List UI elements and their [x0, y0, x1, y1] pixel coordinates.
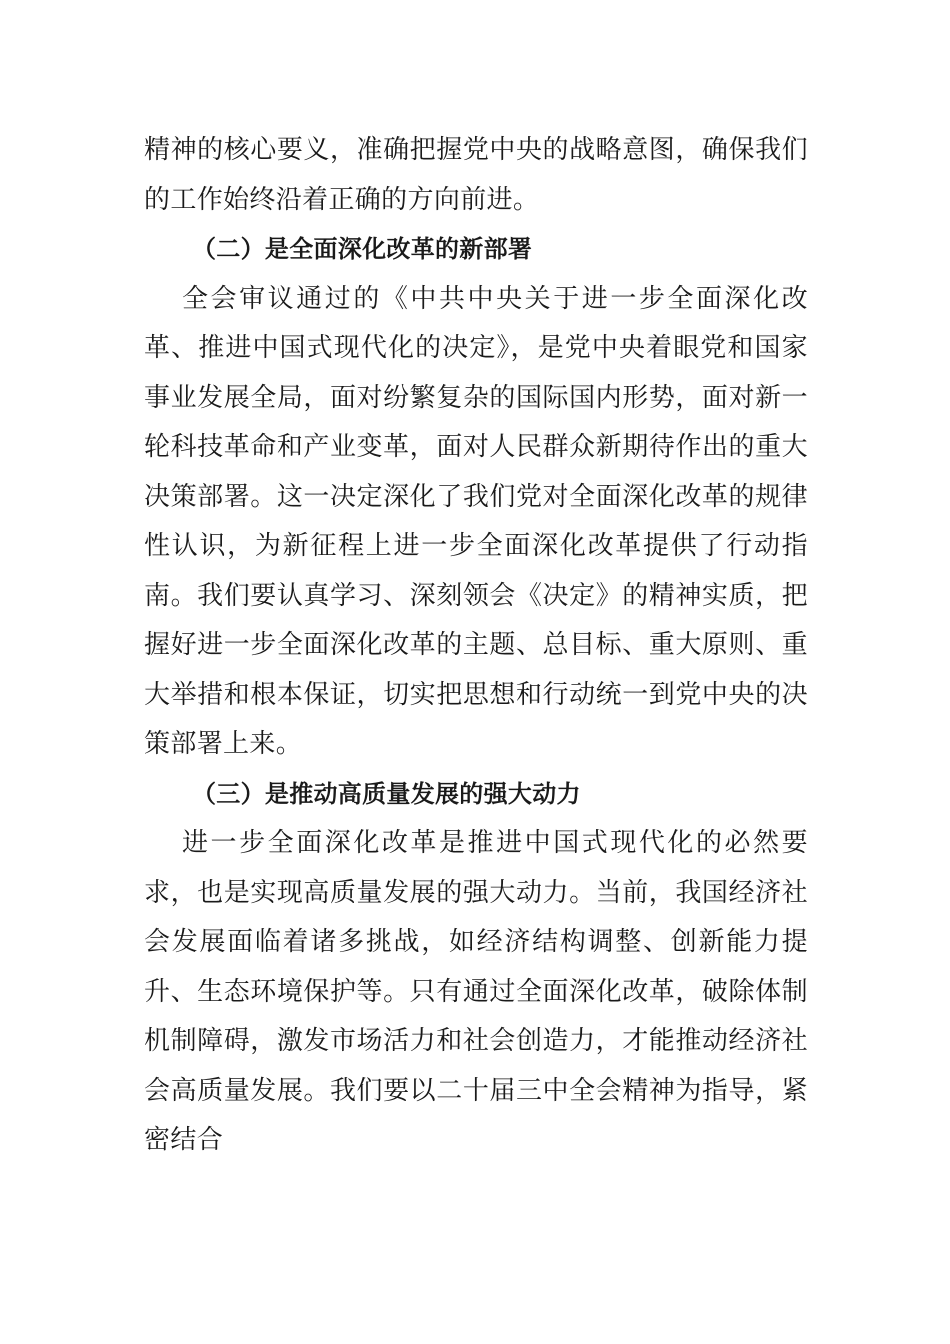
section-heading-2: （二）是全面深化改革的新部署 — [192, 235, 533, 263]
section-heading-3: （三）是推动高质量发展的强大动力 — [192, 779, 581, 808]
paragraph-new-deployment: 全会审议通过的《中共中央关于进一步全面深化改革、推进中国式现代化的决定》，是党中央着眼党和国家事业发展全局，面对纷繁复杂的国际国内形势，面对新一轮科技革命和产业变革，面对人民群众新期待作出的重大决策部署。这一决定深化了我们党对全面深化改革的规律性认识，为新征程上进一步全面深化改革提供了行动指南。我们要认真学习、深刻领会《决定》的精神实质，把握好进一步全面深化改革的主题、总目标、重大原则、重大举措和根本保证，切实把思想和行动统一到党中央的决策部署上来。 — [144, 283, 808, 759]
paragraph-high-quality-development: 进一步全面深化改革是推进中国式现代化的必然要求，也是实现高质量发展的强大动力。当前，我国经济社会发展面临着诸多挑战，如经济结构调整、创新能力提升、生态环境保护等。只有通过全面深化改革，破除体制机制障碍，激发市场活力和社会创造力，才能推动经济社会高质量发展。我们要以二十届三中全会精神为指导，紧密结合 — [144, 828, 808, 1155]
document-body — [144, 126, 808, 1166]
paragraph-continuation: 精神的核心要义，准确把握党中央的战略意图，确保我们的工作始终沿着正确的方向前进。 — [144, 135, 808, 215]
